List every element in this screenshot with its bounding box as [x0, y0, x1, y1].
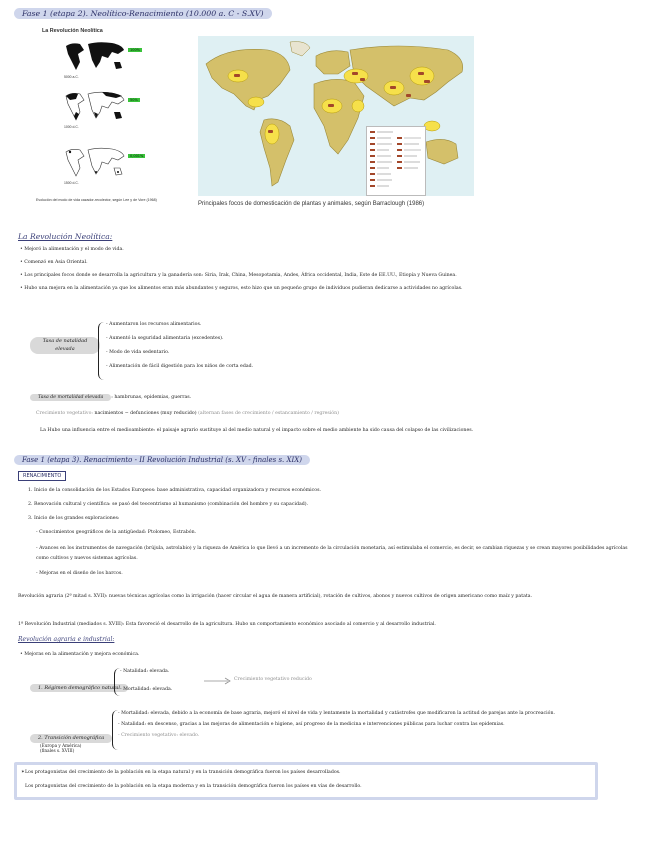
- section-rev-agraria-title: Revolución agraria e industrial:: [18, 636, 115, 643]
- big-world-map: [198, 36, 474, 196]
- crecimiento-note: (alternan fases de crecimiento / estancamiento / regresión): [198, 411, 339, 416]
- list-item: • Los principales focos donde se desarrolla la agricultura y la ganadería son: Siria, Irak, China, Mesopotamia, Andes, África occidental, India, Este de EE.UU., Etiopía y Nueva Guinea.: [20, 273, 457, 279]
- small-map-1-label: 5000 a.C.: [64, 75, 79, 79]
- transicion-list: [118, 711, 628, 739]
- list-item: - Aumentó la seguridad alimentaria (excedentes).: [106, 336, 224, 342]
- small-maps-caption: Evolución del modo de vida cazador-recolector, según Lee y de Vore (1968): [36, 198, 157, 202]
- transicion-label: 2. Transición demográfica: [30, 734, 112, 743]
- small-map-2-tag: 50%: [130, 98, 138, 102]
- rev-agraria-bullet: • Mejoras en la alimentación y mejora económica.: [20, 652, 140, 657]
- influencia-text: La Hubo una influencia entre el medioambiente: el paisaje agrario sustituye al del medio natural y el impacto sobre el medio ambiente ha sido causa del colapso de las civilizaciones.: [40, 428, 474, 433]
- transicion-label-group: [30, 724, 112, 754]
- neolitica-bullets: [20, 247, 620, 292]
- small-maps-title: La Revolución Neolítica: [42, 28, 103, 34]
- list-item: - Mejoras en el diseño de los barcos.: [36, 571, 123, 577]
- transicion-sub: (Europa y América): [40, 743, 82, 748]
- small-map-1-tag: 100%: [130, 48, 141, 52]
- natalidad-list: [106, 322, 406, 370]
- list-item: - Modo de vida sedentario.: [106, 350, 170, 356]
- list-item: - Mortalidad: elevada.: [120, 687, 173, 693]
- natalidad-brace: [98, 322, 104, 380]
- crecimiento-row: [36, 411, 616, 417]
- conclusion-box: [14, 762, 598, 800]
- list-item: • Hubo una mejora en la alimentación ya que los alimentos eran más abundantes y seguros, esto hizo que un pequeño grupo de individuos pudieran dedicarse a actividades no agrícolas.: [20, 286, 463, 292]
- renacimiento-badge: RENACIMIENTO: [18, 471, 66, 481]
- small-map-3-tag: 0,001%: [130, 154, 144, 158]
- phase-header-2: Fase 1 (etapa 3). Renacimiento - II Revolución Industrial (s. XV - finales s. XIX): [14, 455, 310, 465]
- regimen-note: Crecimiento vegetativo reducido: [234, 677, 312, 682]
- mortalidad-row: [30, 395, 191, 401]
- small-map-1: [62, 40, 128, 74]
- small-map-2: [62, 90, 128, 124]
- list-item: 1. Inicio de la consolidación de los Estados Europeos: base administrativa, capacidad organizadora y recursos económicos.: [28, 488, 322, 493]
- industrial-text: 1ª Revolución Industrial (mediados s. XVIII): Esta favoreció el desarrollo de la agricultura. Hubo un comportamiento económico asociado al comercio y al desarrollo industrial.: [18, 622, 436, 627]
- list-item: - Alimentación de fácil digestión para los niños de corta edad.: [106, 364, 254, 370]
- conclusion-line-1: ✶Los protagonistas del crecimiento de la población en la etapa natural y en la transición demográfica fueron los países desarrollados.: [21, 770, 341, 775]
- natalidad-label: Tasa de natalidad elevada: [30, 337, 100, 354]
- section-neolitica-title: La Revolución Neolítica:: [18, 232, 113, 241]
- list-item: - Natalidad: en descenso, gracias a las mejoras de alimentación e higiene, así progreso de la medicina e intervenciones públicas para luchar contra las epidemias.: [118, 722, 505, 728]
- phase-header-1: Fase 1 (etapa 2). Neolítico-Renacimiento (10.000 a. C - S.XV): [14, 8, 272, 19]
- big-map-caption: Principales focos de domesticación de plantas y animales, según Barraclough (1986): [198, 201, 425, 207]
- world-map-drawing: [198, 36, 474, 196]
- agraria-text: Revolución agraria (2ª mitad s. XVII): nuevas técnicas agrícolas como la irrigación (hacer circular el agua de manera artificial), rotación de cultivos, abonos y nuevos cultivos de origen americano como maíz y patata.: [18, 594, 533, 599]
- transicion-sub2: (finales s. XVIII): [40, 748, 75, 754]
- list-item: - Natalidad: elevada.: [120, 669, 170, 674]
- list-item: - Avances en los instrumentos de navegación (brújula, astrolabio) y la riqueza de América lo que llevó a un incremento de la circulación monetaria, así estimulaba el comercio, es decir, se cambian riquezas y se crean mayores posibilidades agrícolas como cultivos y nuevos sistemas agrícolas.: [36, 546, 628, 561]
- mortalidad-label: Tasa de mortalidad elevada: [30, 394, 111, 401]
- small-map-3-label: 1500 d.C.: [64, 181, 79, 185]
- small-map-3: [62, 146, 128, 180]
- list-item: • Comenzó en Asia Oriental.: [20, 260, 88, 266]
- list-item: - Mortalidad: elevada, debido a la economía de base agraria, mejoró el nivel de vida y lentamente la mortalidad y catástrofes que modificaron la actitud de parejas ante la procreación.: [118, 711, 556, 716]
- conclusion-line-2: Los protagonistas del crecimiento de la población en la etapa moderna y en la transición demográfica fueron los países en vías de desarrollo.: [25, 784, 362, 789]
- map-legend: [366, 126, 426, 196]
- arrow-icon: [204, 677, 232, 685]
- list-item: 3. Inicio de los grandes exploraciones:: [28, 516, 120, 522]
- crecimiento-text: nacimientos − defunciones (muy reducido): [94, 411, 197, 416]
- renacimiento-list: [28, 488, 628, 577]
- small-map-2-label: 1000 d.C.: [64, 125, 79, 129]
- small-maps-panel: [36, 26, 176, 212]
- list-item: - Crecimiento vegetativo: elevado.: [118, 733, 200, 739]
- list-item: - Conocimientos geográficos de la antigüedad: Ptolomeo, Estrabón.: [36, 530, 197, 536]
- list-item: - Aumentaron los recursos alimentarios.: [106, 322, 202, 327]
- regimen-list: [120, 669, 172, 693]
- regimen-label: 1. Régimen demográfico natural: [30, 684, 128, 692]
- list-item: 2. Renovación cultural y científica: se pasó del teocentrismo al humanismo (combinación del hombre y su capacidad).: [28, 502, 309, 508]
- list-item: • Mejoró la alimentación y el modo de vida.: [20, 247, 124, 252]
- crecimiento-label: Crecimiento vegetativo:: [36, 411, 93, 416]
- mortalidad-text: : hambrunas, epidemias, guerras.: [111, 395, 192, 400]
